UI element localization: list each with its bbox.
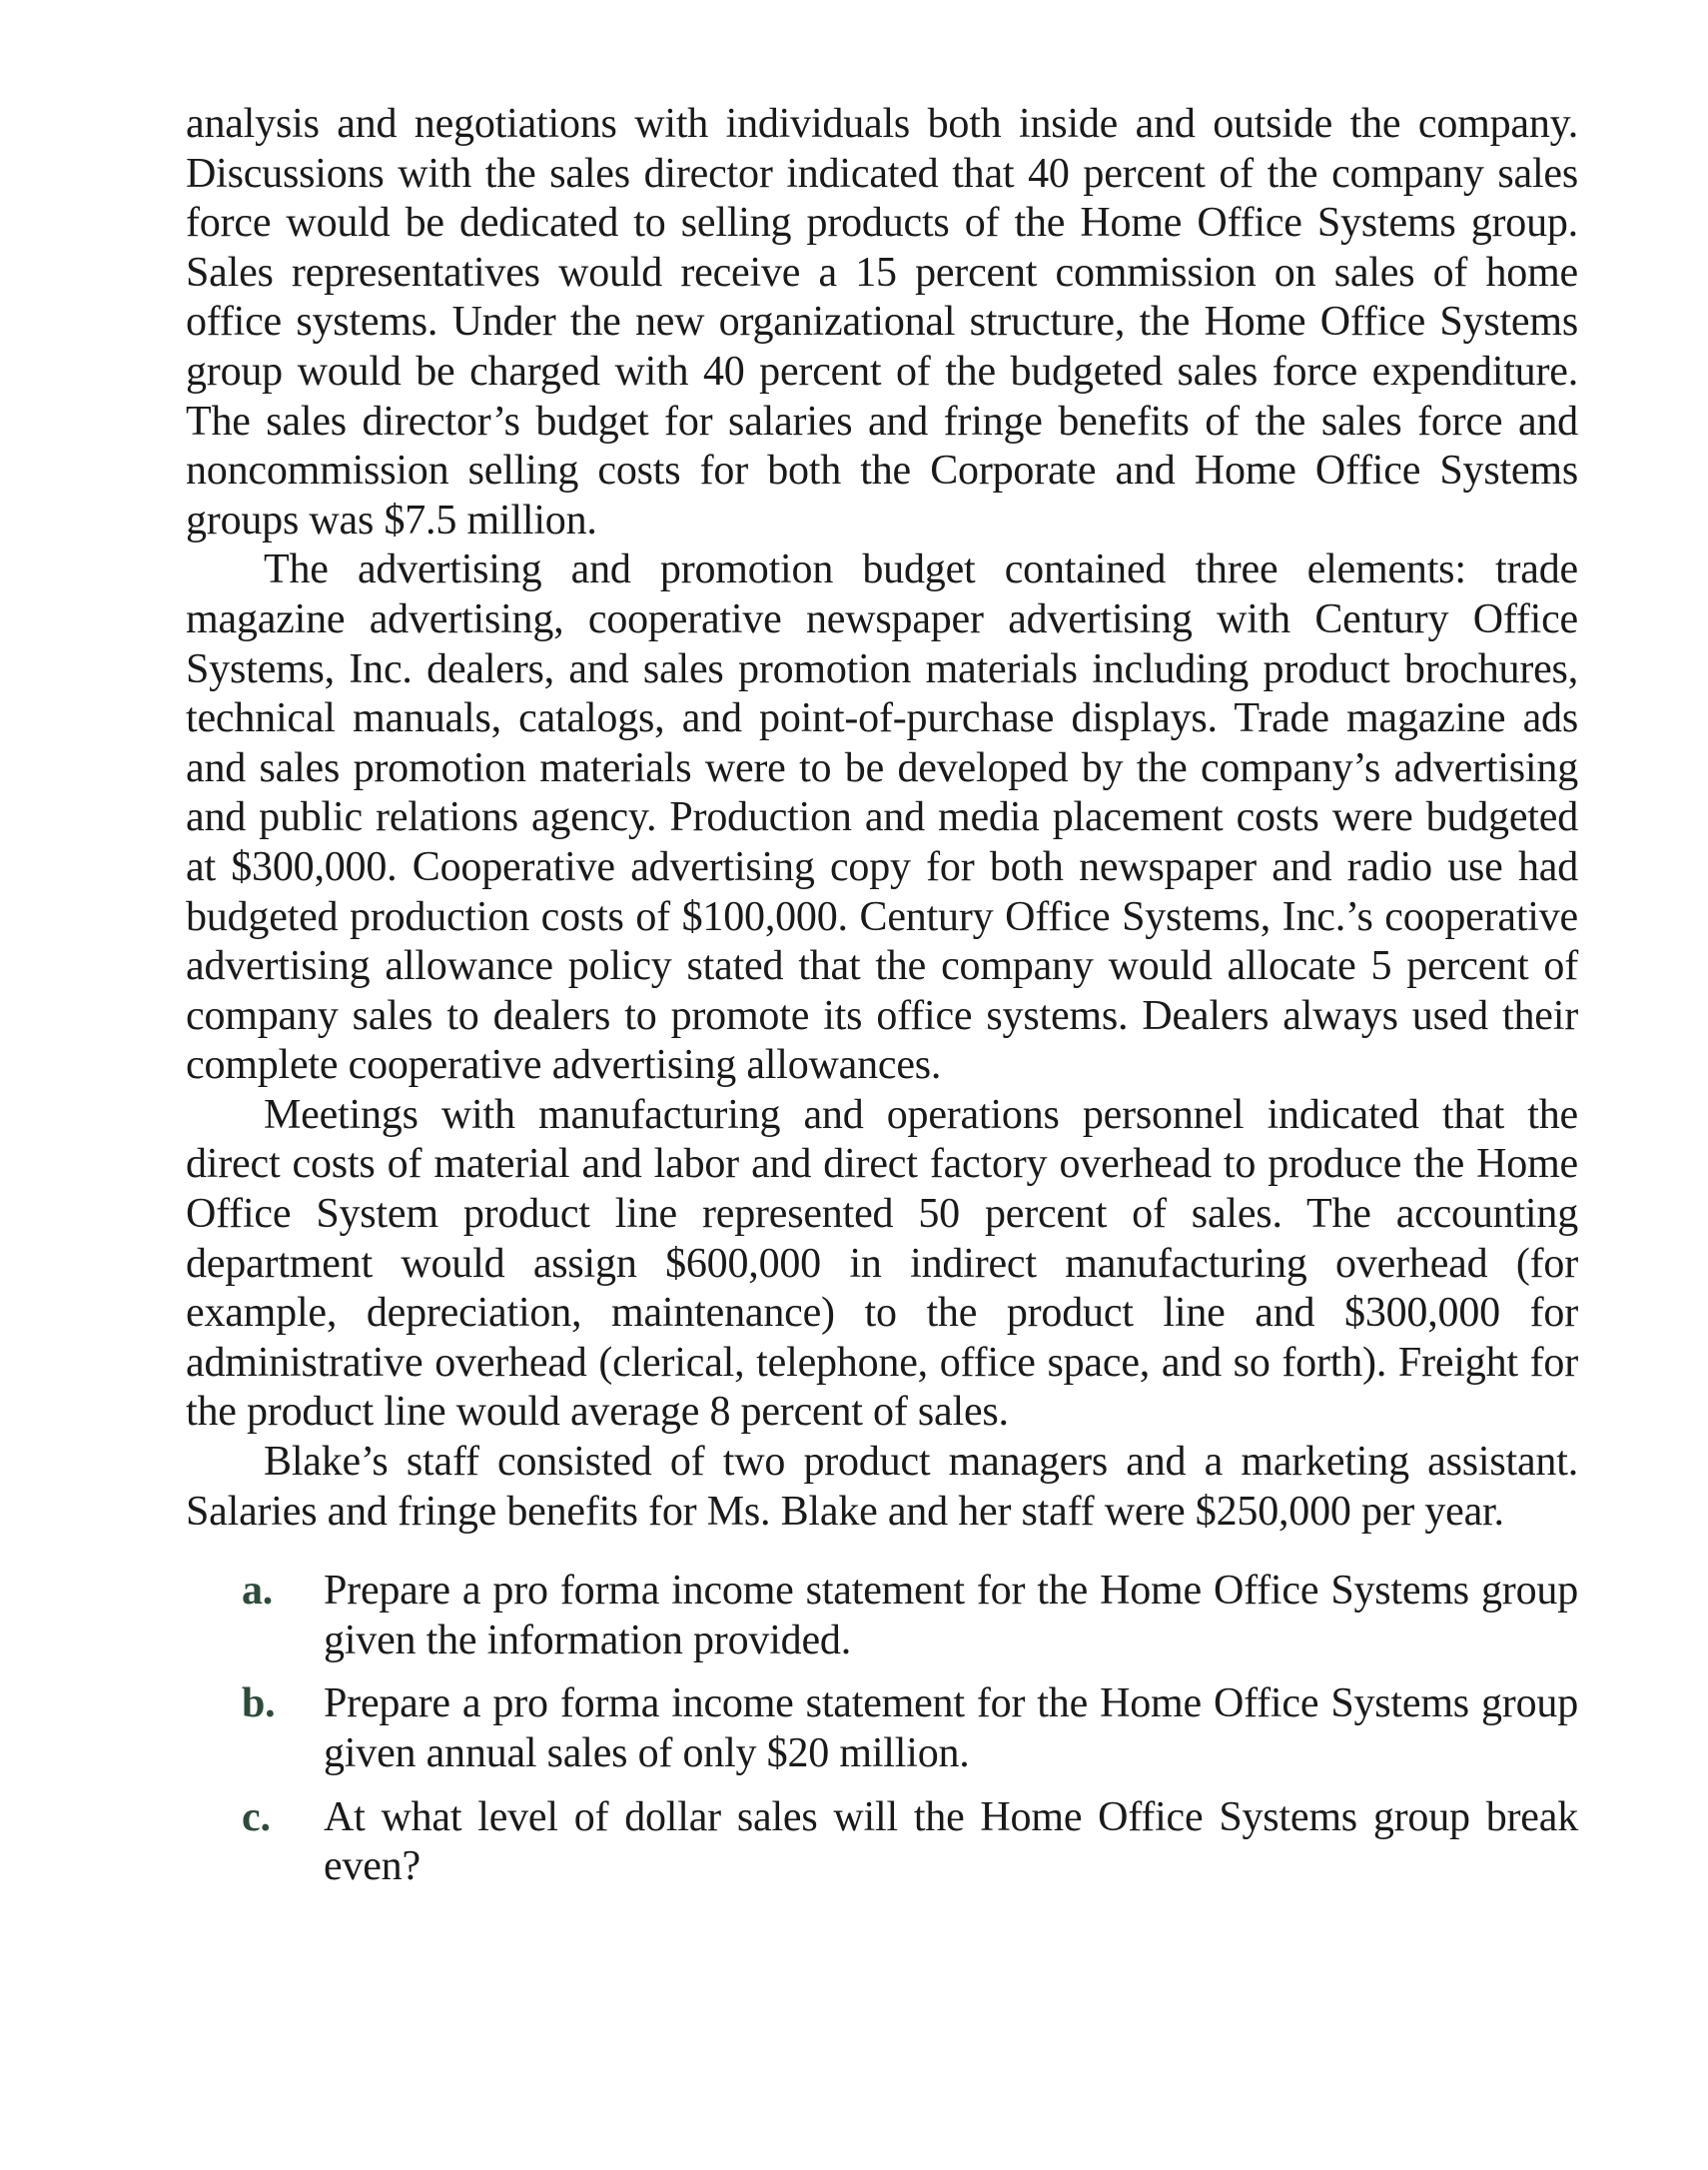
document-page xyxy=(186,100,1578,1892)
paragraph-sales-force: analysis and negotiations with individuals both inside and outside the company. Discussions with the sales director indicated that 40 percent of the company sales force would be dedicated to selling products of the Home Office Systems group. Sales representatives would receive a 15 percent commission on sales of home office systems. Under the new organizational structure, the Home Office Systems group would be charged with 40 percent of the budgeted sales force expenditure. The sales director’s budget for salaries and fringe benefits of the sales force and noncommission selling costs for both the Corporate and Home Office Systems groups was $7.5 million. xyxy=(186,101,1578,543)
question-list xyxy=(186,1567,1578,1892)
question-item-a xyxy=(186,1567,1578,1665)
paragraph-advertising-budget: The advertising and promotion budget contained three elements: trade magazine advertising, cooperative newspaper advertising with Century Office Systems, Inc. dealers, and sales promotion materials including product brochures, technical manuals, catalogs, and point-of-purchase displays. Trade magazine ads and sales promotion materials were to be developed by the company’s advertising and public relations agency. Production and media placement costs were budgeted at $300,000. Cooperative advertising copy for both newspaper and radio use had budgeted production costs of $100,000. Century Office Systems, Inc.’s cooperative advertising allowance policy stated that the company would allocate 5 percent of company sales to dealers to promote its office systems. Dealers always used their complete cooperative advertising allowances. xyxy=(186,546,1578,1089)
questions-section xyxy=(186,1567,1578,1892)
question-text: At what level of dollar sales will the Home Office Systems group break even? xyxy=(324,1793,1578,1890)
question-label: a. xyxy=(242,1568,274,1615)
question-item-b xyxy=(186,1679,1578,1778)
paragraph-manufacturing-costs: Meetings with manufacturing and operations personnel indicated that the direct costs of material and labor and direct factory overhead to produce the Home Office System product line represented 50 percent of sales. The accounting department would assign $600,000 in indirect manufacturing overhead (for example, depreciation, maintenance) to the product line and $300,000 for administrative overhead (clerical, telephone, office space, and so forth). Freight for the product line would average 8 percent of sales. xyxy=(186,1091,1578,1436)
question-item-c xyxy=(186,1793,1578,1892)
paragraph-staff-salaries: Blake’s staff consisted of two product managers and a marketing assistant. Salaries and fringe benefits for Ms. Blake and her staff were $250,000 per year. xyxy=(186,1439,1578,1535)
question-text: Prepare a pro forma income statement for the Home Office Systems group given annual sales of only $20 million. xyxy=(324,1680,1578,1776)
question-label: b. xyxy=(242,1680,276,1727)
question-label: c. xyxy=(242,1793,271,1840)
question-text: Prepare a pro forma income statement for the Home Office Systems group given the information provided. xyxy=(324,1568,1578,1663)
